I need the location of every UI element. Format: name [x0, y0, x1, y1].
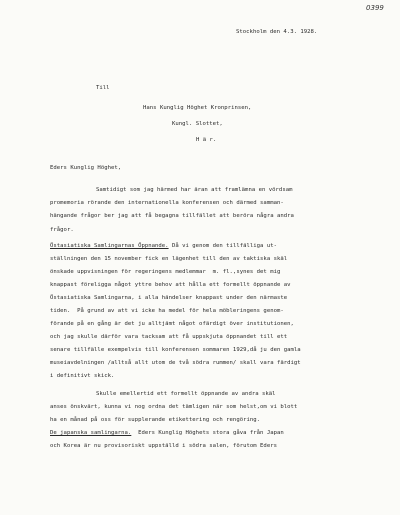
salutation: Eders Kunglig Höghet,	[50, 165, 122, 171]
body-line: ställningen den 15 november fick en lägenhet till den av taktiska skäl	[50, 256, 288, 262]
body-line: senare tillfälle exempelvis till konferensen sommaren 1929,då ju den gamla	[50, 347, 301, 353]
body-line: ha en månad på oss för supplerande etikettering och rengöring.	[50, 417, 261, 423]
section-heading-line	[50, 244, 277, 250]
body-line: Skulle emellertid ett formellt öppnande av andra skäl	[96, 391, 276, 397]
body-line: Samtidigt som jag härmed har äran att framlämna en vördsam	[96, 187, 293, 193]
body-line: önskade uppvisningen för regeringens medlemmar m. fl.,synes det mig	[50, 269, 281, 275]
body-line: frågor.	[50, 227, 74, 233]
body-line: tiden. På grund av att vi icke ha medel för hela möbleringens genom-	[50, 308, 284, 314]
body-line: förande på en gång är det ju alltjämt något ofärdigt över institutionen,	[50, 321, 294, 327]
address-till: Till	[96, 85, 110, 91]
section-heading-ostasiatiska: Östasiatiska Samlingarnas Öppnande.	[50, 243, 169, 249]
section-heading-japanska: De japanska samlingarna.	[50, 430, 132, 436]
body-line: och Korea är nu provisoriskt uppställd i södra salen, förutom Eders	[50, 443, 277, 449]
body-line: hängande frågor ber jag att få begagna tillfället att beröra några andra	[50, 213, 294, 219]
body-line: Eders Kunglig Höghets stora gåva från Japan	[131, 430, 284, 436]
body-line: promemoria rörande den internationella konferensen och därmed samman-	[50, 200, 284, 206]
body-line: knappast föreligga något yttre behov att hålla ett formellt öppnande av	[50, 282, 291, 288]
body-line: Då vi genom den tillfälliga ut-	[168, 243, 277, 249]
body-line: anses önskvärt, kunna vi nog ordna det tämligen när som helst,om vi blott	[50, 404, 298, 410]
body-line: i definitivt skick.	[50, 373, 115, 379]
address-city: H ä r.	[196, 137, 217, 143]
body-line: Östasiatiska Samlingarna, i alla händelser knappast under den närmaste	[50, 295, 288, 301]
body-line: museiavdelningen /alltså allt utom de två södra rummen/ skall vara färdigt	[50, 360, 301, 366]
section-heading-line	[50, 431, 284, 437]
body-line: och jag skulle därför vara tacksam att få uppskjuta öppnandet till ett	[50, 334, 288, 340]
date-line: Stockholm den 4.3. 1928.	[236, 29, 318, 35]
page-number: 0399	[366, 4, 384, 12]
address-recipient: Hans Kunglig Höghet Kronprinsen,	[143, 105, 252, 111]
address-place: Kungl. Slottet,	[172, 121, 223, 127]
